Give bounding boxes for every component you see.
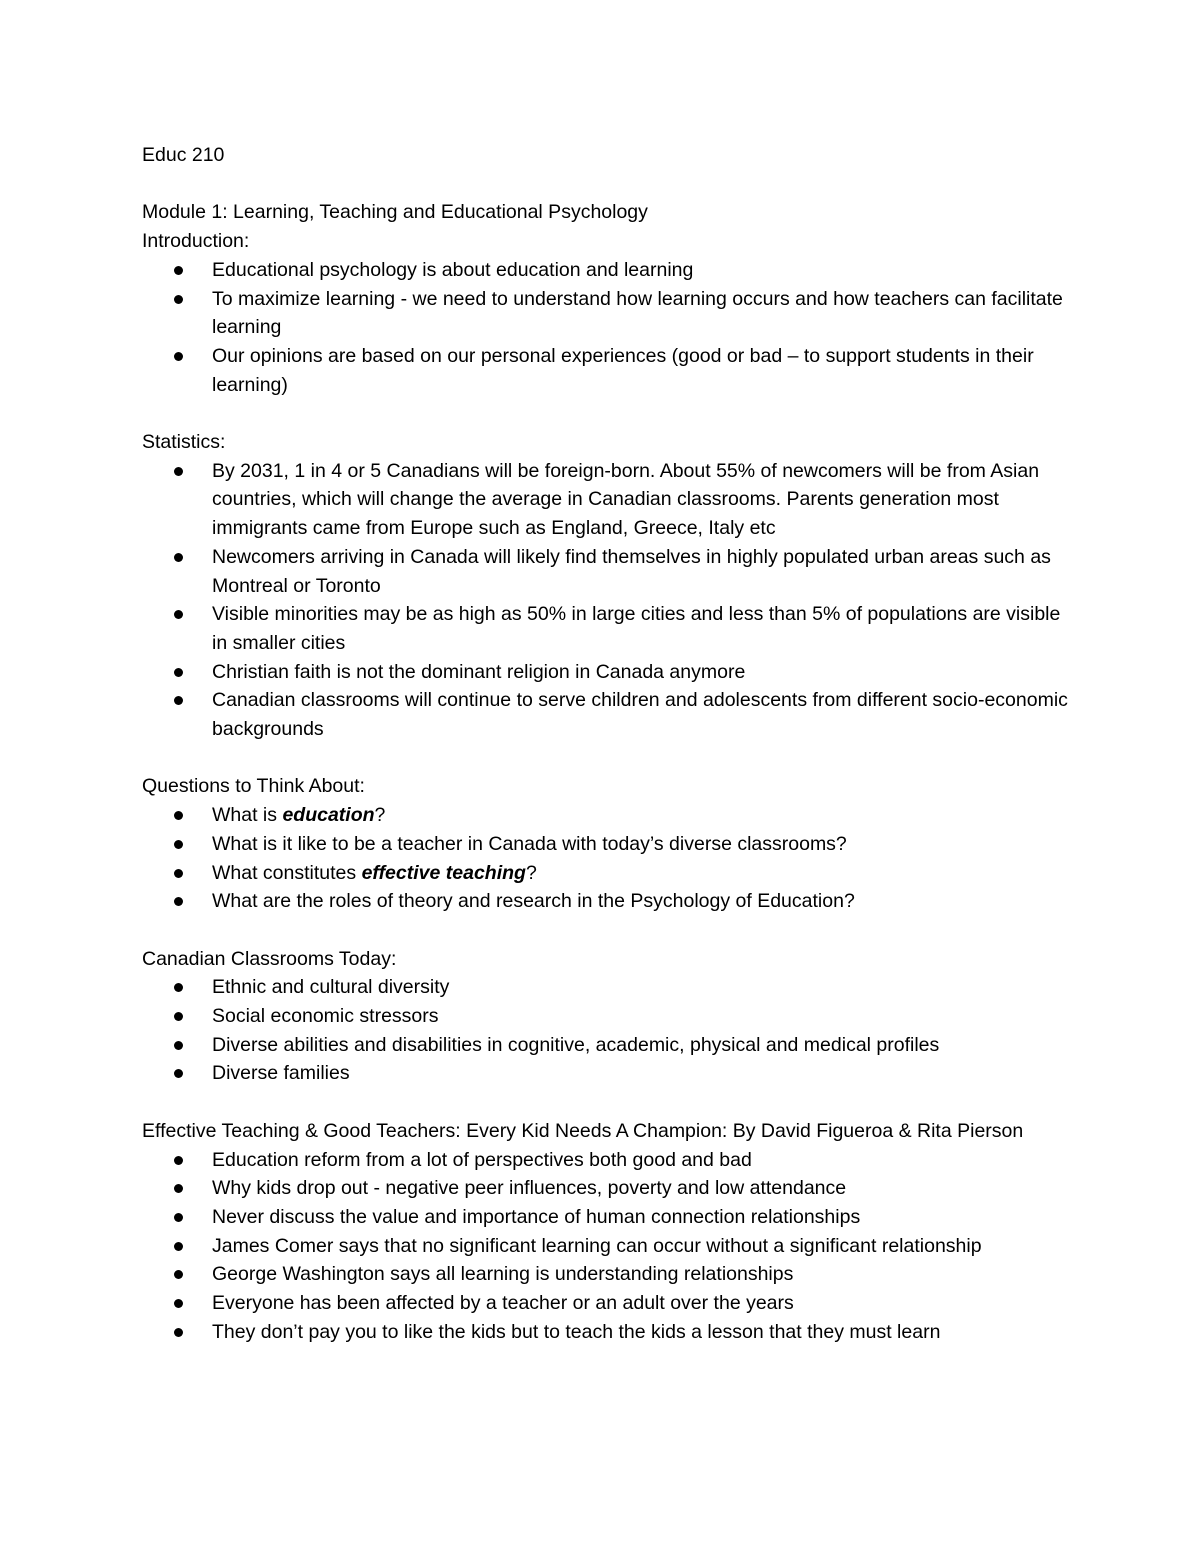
list-item-text: To maximize learning - we need to understand how learning occurs and how teachers can facilitate learning <box>212 287 1063 339</box>
effective-teaching-list <box>142 1146 1072 1347</box>
list-item <box>142 1031 1072 1060</box>
bullet-icon <box>174 1184 183 1193</box>
list-item <box>142 1059 1072 1088</box>
section-heading-introduction: Introduction: <box>142 230 250 253</box>
bullet-icon <box>174 266 183 275</box>
list-item <box>142 457 1072 543</box>
bullet-icon <box>174 1213 183 1222</box>
list-item <box>142 1203 1072 1232</box>
bullet-icon <box>174 610 183 619</box>
list-item <box>142 256 1072 285</box>
bullet-icon <box>174 869 183 878</box>
blank-line <box>142 170 1072 199</box>
list-item-text: Everyone has been affected by a teacher or an adult over the years <box>212 1292 794 1315</box>
section-heading-statistics: Statistics: <box>142 431 226 453</box>
bullet-icon <box>174 668 183 677</box>
question-text-before: What are the roles of theory and research in the Psychology of Education? <box>212 890 855 913</box>
questions-list <box>142 801 1072 916</box>
blank-line <box>142 916 1072 945</box>
blank-line <box>142 1088 1072 1117</box>
list-item <box>142 887 1072 916</box>
bullet-icon <box>174 1041 183 1050</box>
bullet-icon <box>174 467 183 476</box>
bullet-icon <box>174 1328 183 1337</box>
list-item-text: Social economic stressors <box>212 1005 439 1028</box>
list-item <box>142 600 1072 657</box>
bullet-icon <box>174 1012 183 1021</box>
question-emphasis: education <box>282 804 375 827</box>
list-item <box>142 686 1072 743</box>
bullet-icon <box>174 1069 183 1078</box>
question-text-after: ? <box>374 804 386 827</box>
bullet-icon <box>174 897 183 906</box>
module-title: Module 1: Learning, Teaching and Educational Psychology <box>142 201 648 224</box>
list-item-text: Newcomers arriving in Canada will likely find themselves in highly populated urban areas such as Montreal or Toronto <box>212 545 1051 597</box>
blank-line <box>142 744 1072 773</box>
list-item <box>142 801 1072 830</box>
list-item-text: Diverse abilities and disabilities in cognitive, academic, physical and medical profiles <box>212 1033 940 1056</box>
bullet-icon <box>174 811 183 820</box>
list-item <box>142 1146 1072 1175</box>
list-item <box>142 1260 1072 1289</box>
list-item <box>142 1174 1072 1203</box>
list-item <box>142 1002 1072 1031</box>
question-text-before: What constitutes <box>212 861 362 884</box>
list-item-text: They don’t pay you to like the kids but to teach the kids a lesson that they must learn <box>212 1320 941 1343</box>
section-heading-classrooms: Canadian Classrooms Today: <box>142 947 397 970</box>
list-item <box>142 1232 1072 1261</box>
section-heading-questions: Questions to Think About: <box>142 775 365 798</box>
list-item-text: Visible minorities may be as high as 50% in large cities and less than 5% of populations are visible in smaller cities <box>212 603 1061 654</box>
bullet-icon <box>174 983 183 992</box>
bullet-icon <box>174 295 183 304</box>
list-item-text: Christian faith is not the dominant religion in Canada anymore <box>212 660 746 683</box>
document-page <box>142 141 1072 1346</box>
bullet-icon <box>174 1299 183 1308</box>
blank-line <box>142 399 1072 428</box>
list-item-text: Our opinions are based on our personal experiences (good or bad – to support students in their learning) <box>212 344 1034 396</box>
list-item <box>142 830 1072 859</box>
list-item-text: Canadian classrooms will continue to serve children and adolescents from different socio-economic backgrounds <box>212 689 1068 741</box>
list-item-text: James Comer says that no significant learning can occur without a significant relationship <box>212 1234 982 1257</box>
list-item-text: Educational psychology is about education and learning <box>212 258 694 281</box>
list-item <box>142 973 1072 1002</box>
list-item-text: Diverse families <box>212 1062 350 1085</box>
bullet-icon <box>174 1270 183 1279</box>
bullet-icon <box>174 553 183 562</box>
list-item <box>142 543 1072 600</box>
classrooms-list <box>142 973 1072 1088</box>
bullet-icon <box>174 352 183 361</box>
list-item-text: Why kids drop out - negative peer influences, poverty and low attendance <box>212 1177 847 1200</box>
list-item <box>142 1318 1072 1347</box>
list-item <box>142 1289 1072 1318</box>
list-item-text: By 2031, 1 in 4 or 5 Canadians will be foreign-born. About 55% of newcomers will be from Asian countries, which will change the average in Canadian classrooms. Parents generation most immigrants came from Europe such as England, Greece, Italy etc <box>212 459 1040 540</box>
question-text-before: What is it like to be a teacher in Canada with today’s diverse classrooms? <box>212 832 847 855</box>
bullet-icon <box>174 1242 183 1251</box>
section-heading-effective-teaching: Effective Teaching & Good Teachers: Every Kid Needs A Champion: By David Figueroa & Rita Pierson <box>142 1119 1024 1142</box>
question-text-before: What is <box>212 804 283 827</box>
statistics-list <box>142 457 1072 744</box>
list-item-text: George Washington says all learning is understanding relationships <box>212 1263 794 1286</box>
introduction-list <box>142 256 1072 400</box>
question-emphasis: effective teaching <box>361 861 526 884</box>
bullet-icon <box>174 696 183 705</box>
list-item-text: Never discuss the value and importance of human connection relationships <box>212 1205 861 1228</box>
list-item <box>142 859 1072 888</box>
bullet-icon <box>174 840 183 849</box>
list-item-text: Ethnic and cultural diversity <box>212 976 450 999</box>
list-item <box>142 658 1072 687</box>
list-item <box>142 342 1072 399</box>
question-text-after: ? <box>525 861 537 884</box>
bullet-icon <box>174 1156 183 1165</box>
course-title: Educ 210 <box>142 144 225 166</box>
list-item-text: Education reform from a lot of perspectives both good and bad <box>212 1148 752 1171</box>
list-item <box>142 285 1072 342</box>
